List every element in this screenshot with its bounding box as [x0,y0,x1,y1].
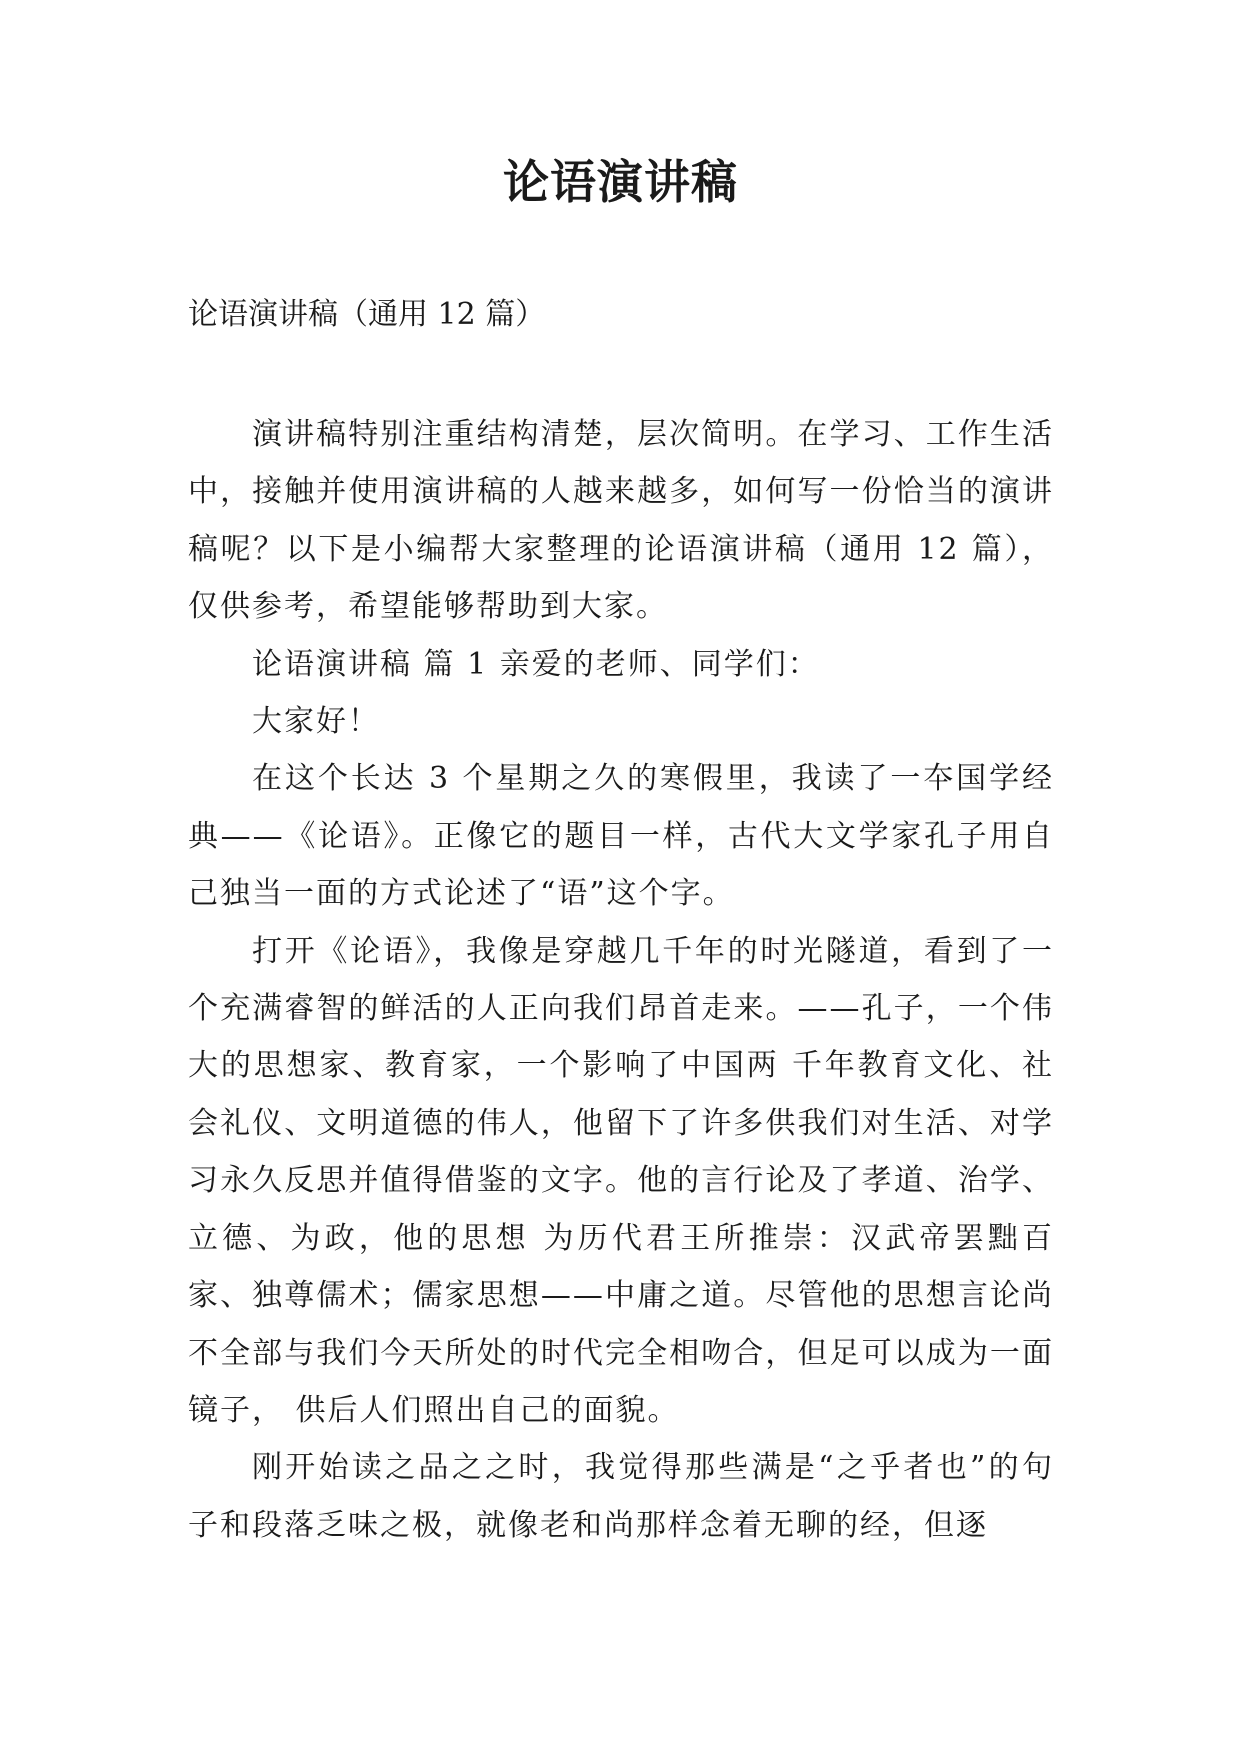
document-subtitle: 论语演讲稿（通用 12 篇） [188,297,546,332]
document-title: 论语演讲稿 [503,155,738,209]
paragraph-intro: 演讲稿特别注重结构清楚，层次简明。在学习、工作生活中，接触并使用演讲稿的人越来越多，如何写一份恰当的演讲稿呢？以下是小编帮大家整理的论语演讲稿（通用 12 篇），仅供参考，希望能够帮助到大家。 [188,417,1054,625]
paragraph-confucius: 打开《论语》，我像是穿越几千年的时光隧道，看到了一个充满睿智的鲜活的人正向我们昂首走来。——孔子，一个伟大的思想家、教育家，一个影响了中国两 千年教育文化、社会礼仪、文明道德的伟人，他留下了许多供我们对生活、对学习永久反思并值得借鉴的文字。他的言行论及了孝道、治学、立德、为政，他的思想 为历代君王所推崇：汉武帝罢黜百家、独尊儒术；儒家思想——中庸之道。尽管他的思想言论尚不全部与我们今天所处的时代完全相吻合，但足可以成为一面镜子， 供后人们照出自己的面貌。 [188,933,1054,1428]
paragraph-greeting: 大家好！ [252,704,380,740]
paragraph-speech-heading: 论语演讲稿 篇 1 亲爱的老师、同学们： [252,646,820,682]
paragraph-first-reading: 刚开始读之品之之时，我觉得那些满是“之乎者也”的句子和段落乏味之极，就像老和尚那样念着无聊的经，但逐 [188,1450,1054,1543]
paragraph-winter-break: 在这个长达 3 个星期之久的寒假里，我读了一夲国学经典——《论语》。正像它的题目一样，古代大文学家孔子用自己独当一面的方式论述了“语”这个字。 [188,761,1054,912]
document-body [188,406,1054,1554]
